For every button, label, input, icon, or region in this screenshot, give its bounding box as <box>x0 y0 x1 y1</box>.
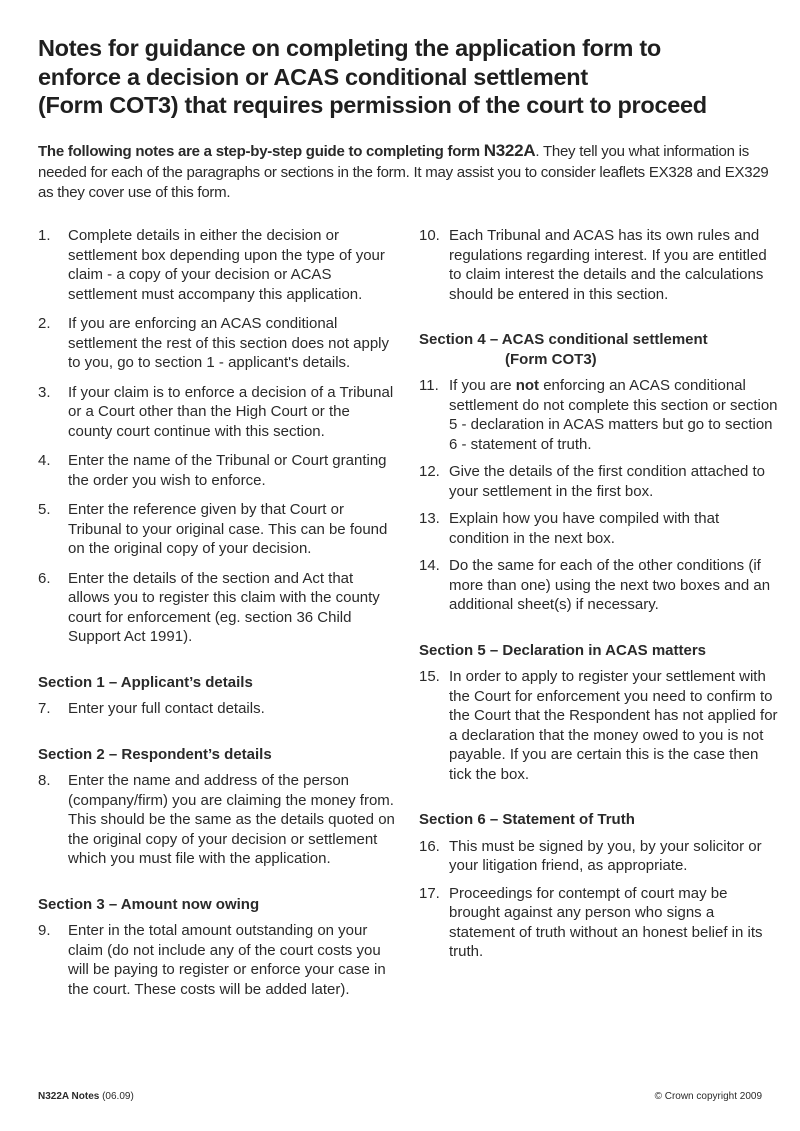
item-number: 12. <box>419 463 440 480</box>
item-number: 14. <box>419 557 440 574</box>
item-text <box>449 376 779 454</box>
section-2-heading: Section 2 – Respondent’s details <box>38 745 272 763</box>
item-text: Enter the name and address of the person (company/firm) you are claiming the money from. This should be the same as the details quoted on the original copy of your decision or settlement which you must file with the application. <box>68 772 395 867</box>
item-number: 8. <box>38 772 51 789</box>
item-text: Proceedings for contempt of court may be brought against any person who signs a statement of truth without an honest belief in its truth. <box>449 884 763 960</box>
list-item <box>38 771 398 869</box>
copyright-notice: © Crown copyright 2009 <box>654 1091 762 1102</box>
list-item <box>419 837 779 876</box>
right-column <box>419 226 779 970</box>
item-number: 15. <box>419 668 440 685</box>
item-number: 16. <box>419 837 440 855</box>
title-line: Notes for guidance on completing the application form to <box>38 35 661 61</box>
intro-lead: The following notes are a step-by-step guide to completing form <box>38 143 484 160</box>
item-text-pre: If you are <box>449 377 516 394</box>
list-item <box>419 509 779 548</box>
page-title <box>38 34 778 120</box>
list-item <box>38 383 398 442</box>
item-text: Each Tribunal and ACAS has its own rules and regulations regarding interest. If you are entitled to claim interest the details and the calculations should be entered in this section. <box>449 227 767 303</box>
section-3-heading: Section 3 – Amount now owing <box>38 895 260 913</box>
list-item <box>419 884 779 962</box>
list-item <box>38 921 398 999</box>
intro-paragraph <box>38 141 778 204</box>
item-number: 2. <box>38 315 51 332</box>
item-number: 5. <box>38 501 51 518</box>
item-text: Enter the reference given by that Court or Tribunal to your original case. This can be found on the original copy of your decision. <box>68 501 388 557</box>
item-text: If you are enforcing an ACAS conditional settlement the rest of this section does not apply to you, go to section 1 - applicant's details. <box>68 315 390 371</box>
list-item <box>419 556 779 615</box>
list-item <box>38 451 398 490</box>
item-number: 17. <box>419 884 440 902</box>
item-text: Enter your full contact details. <box>68 700 265 717</box>
item-number: 11. <box>419 377 439 394</box>
list-item <box>419 667 779 784</box>
item-text-emphasis: not <box>515 377 540 394</box>
item-text: Give the details of the first condition attached to your settlement in the first box. <box>449 463 766 500</box>
left-column <box>38 226 398 1007</box>
item-text: Enter the name of the Tribunal or Court granting the order you wish to enforce. <box>68 452 387 489</box>
item-number: 9. <box>38 922 51 939</box>
list-item <box>419 376 779 454</box>
form-reference-code: N322A Notes <box>38 1091 100 1102</box>
item-text: This must be signed by you, by your solicitor or your litigation friend, as appropriate. <box>449 837 762 874</box>
item-text: Explain how you have compiled with that condition in the next box. <box>449 510 720 547</box>
title-line: enforce a decision or ACAS conditional settlement <box>38 63 588 90</box>
section-5-heading: Section 5 – Declaration in ACAS matters <box>419 641 707 659</box>
list-item <box>38 569 398 647</box>
item-text-post: enforcing an ACAS conditional settlement do not complete this section or section 5 - declaration in ACAS matters but go to section 6 - statement of truth. <box>449 377 778 453</box>
item-text: If your claim is to enforce a decision of a Tribunal or a Court other than the High Court or the county court continue with this section. <box>68 383 394 440</box>
list-item <box>419 226 779 304</box>
section-4-subtitle: (Form COT3) <box>505 350 597 368</box>
intro-rest: . They tell you what information is needed for each of the paragraphs or sections in the form. It may assist you to consider leaflets EX328 and EX329 as they cover use of this form. <box>38 143 769 201</box>
form-reference <box>38 1091 134 1102</box>
item-text: Enter the details of the section and Act that allows you to register this claim with the county court for enforcement (eg. section 36 Child Support Act 1991). <box>68 569 380 645</box>
item-number: 7. <box>38 700 51 717</box>
item-number: 3. <box>38 383 51 401</box>
item-number: 6. <box>38 569 51 587</box>
item-number: 10. <box>419 227 440 244</box>
item-text: In order to apply to register your settlement with the Court for enforcement you need to confirm to the Court that the Respondent has not applied for a declaration that the money owed to you is not payable. If you are certain this is the case then tick the box. <box>449 668 778 783</box>
item-text: Enter in the total amount outstanding on your claim (do not include any of the court costs you will be paying to register or enforce your case in the court. These costs will be added later). <box>68 922 386 998</box>
form-reference-date: (06.09) <box>99 1091 134 1102</box>
list-item <box>38 699 398 719</box>
section-4-title: Section 4 – ACAS conditional settlement <box>419 331 708 348</box>
list-item <box>419 462 779 501</box>
item-number: 4. <box>38 452 51 469</box>
form-code: N322A <box>483 141 536 160</box>
list-item <box>38 314 398 373</box>
item-text: Do the same for each of the other conditions (if more than one) using the next two boxes and an additional sheet(s) if necessary. <box>449 557 771 613</box>
title-line: (Form COT3) that requires permission of the court to proceed <box>38 92 707 118</box>
item-number: 1. <box>38 227 51 244</box>
section-1-heading: Section 1 – Applicant’s details <box>38 673 253 691</box>
item-text: Complete details in either the decision or settlement box depending upon the type of your claim - a copy of your decision or ACAS settlement must accompany this application. <box>68 227 385 303</box>
list-item <box>38 500 398 559</box>
item-number: 13. <box>419 510 440 527</box>
section-4-heading <box>419 330 779 369</box>
section-6-heading: Section 6 – Statement of Truth <box>419 811 635 828</box>
list-item <box>38 226 398 304</box>
